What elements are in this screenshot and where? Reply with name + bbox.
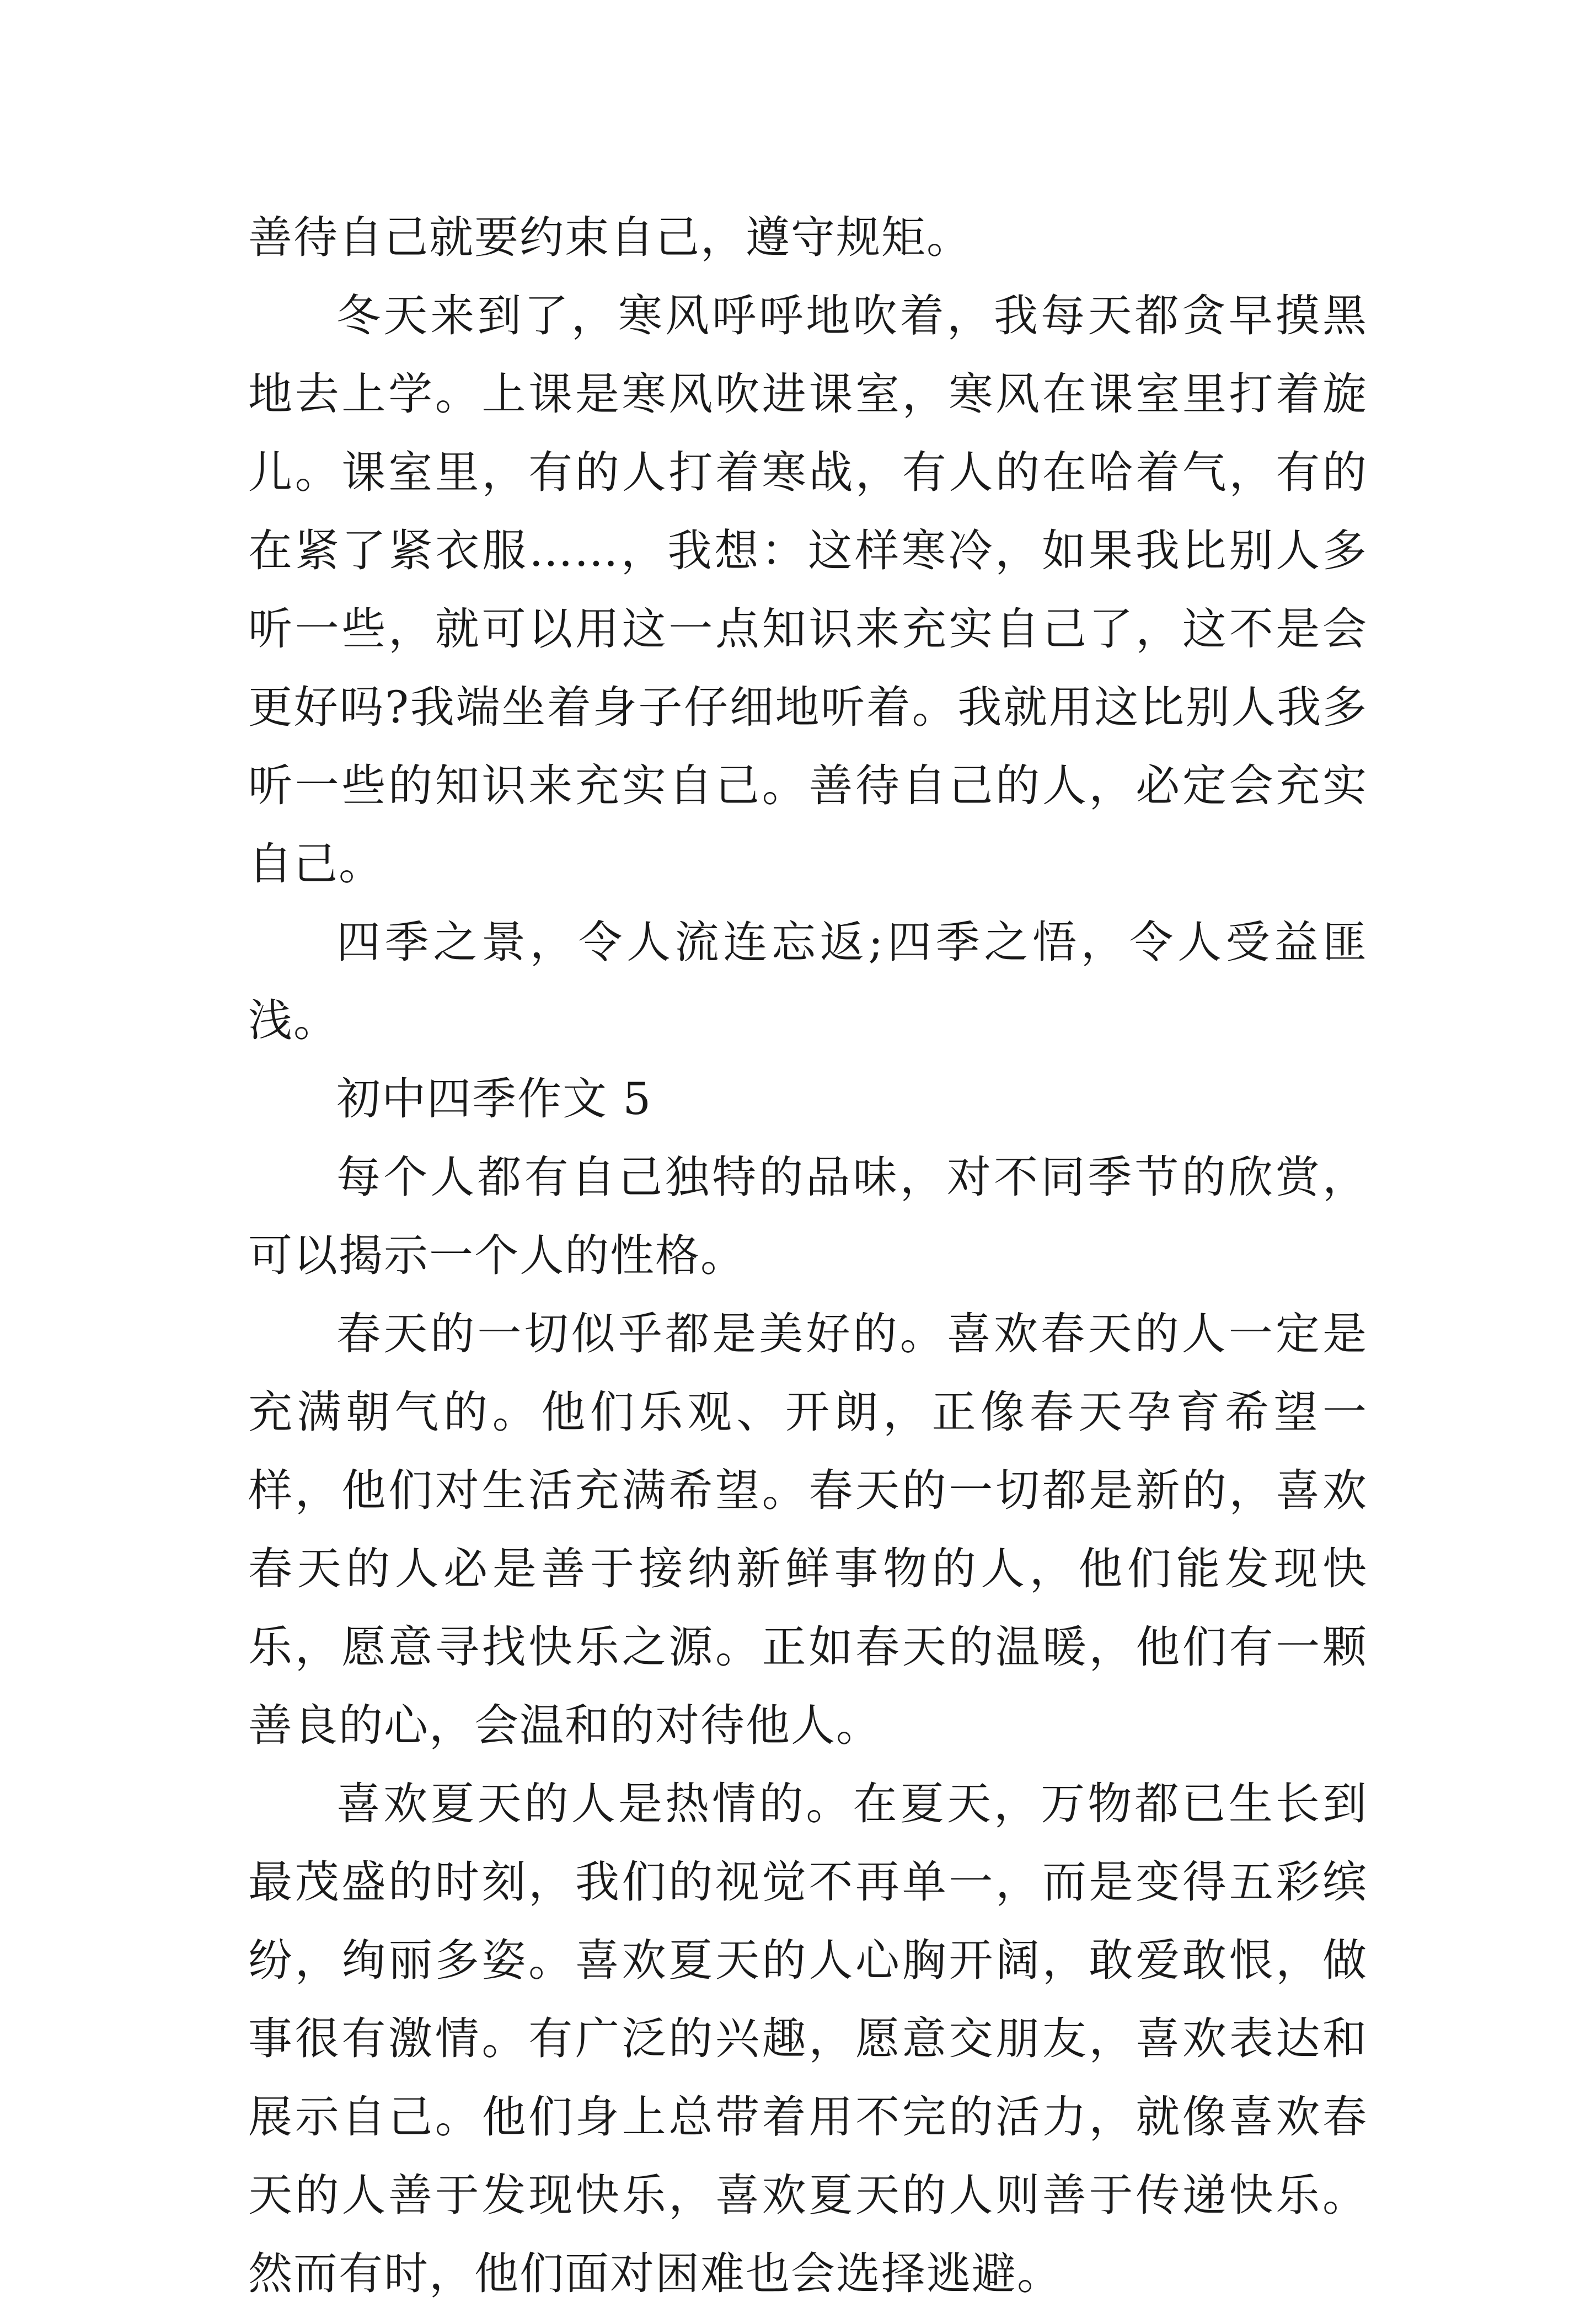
section-heading: 初中四季作文 5 (336, 1073, 652, 1125)
paragraph: 每个人都有自己独特的品味，对不同季节的欣赏，可以揭示一个人的性格。 (248, 1152, 1368, 1281)
paragraph: 冬天来到了，寒风呼呼地吹着，我每天都贪早摸黑地去上学。上课是寒风吹进课室，寒风在课室里打着旋儿。课室里，有的人打着寒战，有人的在哈着气，有的在紧了紧衣服……，我想：这样寒冷，如果我比别人多听一些，就可以用这一点知识来充实自己了，这不是会更好吗?我端坐着身子仔细地听着。我就用这比别人我多听一些的知识来充实自己。善待自己的人，必定会充实自己。 (248, 290, 1368, 890)
paragraph: 四季之景，令人流连忘返;四季之悟，令人受益匪浅。 (248, 917, 1368, 1046)
paragraph: 喜欢夏天的人是热情的。在夏天，万物都已生长到最茂盛的时刻，我们的视觉不再单一，而是变得五彩缤纷，绚丽多姿。喜欢夏天的人心胸开阔，敢爱敢恨，做事很有激情。有广泛的兴趣，愿意交朋友，喜欢表达和展示自己。他们身上总带着用不完的活力，就像喜欢春天的人善于发现快乐，喜欢夏天的人则善于传递快乐。然而有时，他们面对困难也会选择逃避。 (248, 1778, 1368, 2299)
paragraph: 春天的一切似乎都是美好的。喜欢春天的人一定是充满朝气的。他们乐观、开朗，正像春天孕育希望一样，他们对生活充满希望。春天的一切都是新的，喜欢春天的人必是善于接纳新鲜事物的人，他们能发现快乐，愿意寻找快乐之源。正如春天的温暖，他们有一颗善良的心，会温和的对待他人。 (248, 1308, 1368, 1751)
paragraph: 善待自己就要约束自己，遵守规矩。 (248, 212, 972, 263)
document-body (248, 199, 1368, 2313)
